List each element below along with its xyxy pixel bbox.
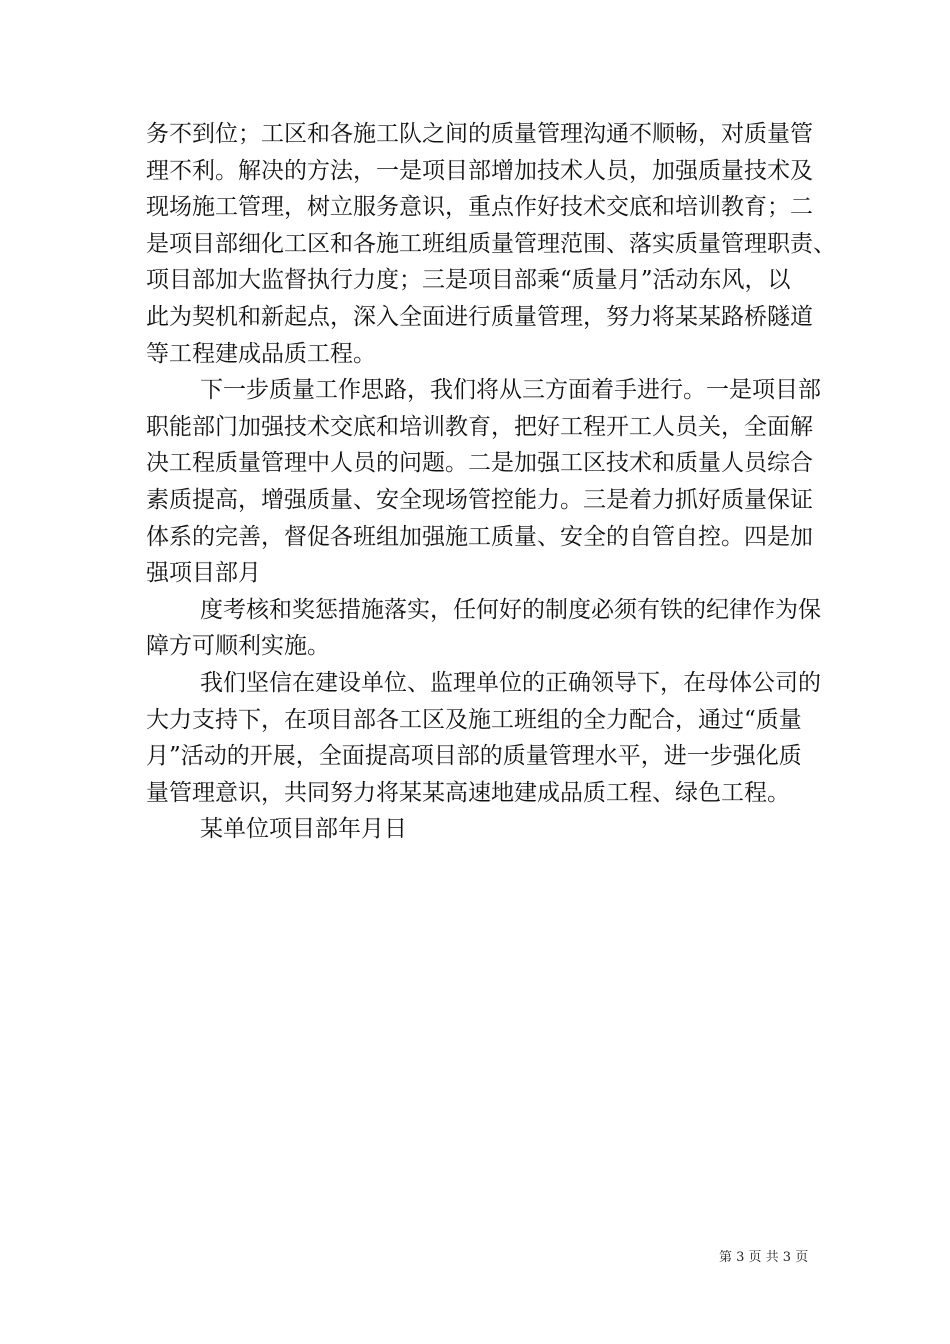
text-line: 体系的完善，督促各班组加强施工质量、安全的自管自控。四是加 <box>146 523 813 550</box>
text-line: 是项目部细化工区和各施工班组质量管理范围、落实质量管理职责、 <box>146 230 836 257</box>
signature-paragraph <box>146 811 818 848</box>
text-line: 等工程建成品质工程。 <box>146 340 376 367</box>
text-line: 现场施工管理，树立服务意识，重点作好技术交底和培训教育；二 <box>146 194 813 221</box>
page-number: 第 3 页 共 3 页 <box>719 1250 809 1265</box>
text-line: 下一步质量工作思路，我们将从三方面着手进行。一是项目部 <box>200 377 821 404</box>
text-line: 月”活动的开展，全面提高项目部的质量管理水平，进一步强化质 <box>146 743 802 770</box>
paragraph <box>146 665 821 811</box>
text-line: 量管理意识，共同努力将某某高速地建成品质工程、绿色工程。 <box>146 779 790 806</box>
text-line: 理不利。解决的方法，一是项目部增加技术人员，加强质量技术及 <box>146 157 813 184</box>
text-line: 度考核和奖惩措施落实，任何好的制度必须有铁的纪律作为保 <box>200 596 821 623</box>
text-line: 决工程质量管理中人员的问题。二是加强工区技术和质量人员综合 <box>146 450 813 477</box>
paragraph <box>146 116 836 372</box>
paragraph <box>146 592 821 665</box>
text-line: 大力支持下，在项目部各工区及施工班组的全力配合，通过“质量 <box>146 706 802 733</box>
text-line: 项目部加大监督执行力度；三是项目部乘“质量月”活动东风，以 <box>146 267 791 294</box>
text-line: 我们坚信在建设单位、监理单位的正确领导下，在母体公司的 <box>200 669 821 696</box>
signature-line: 某单位项目部年月日 <box>200 816 407 843</box>
text-line: 素质提高，增强质量、安全现场管控能力。三是着力抓好质量保证 <box>146 486 813 513</box>
text-line: 此为契机和新起点，深入全面进行质量管理，努力将某某路桥隧道 <box>146 303 813 330</box>
paragraph <box>146 372 821 592</box>
text-line: 职能部门加强技术交底和培训教育，把好工程开工人员关，全面解 <box>146 413 813 440</box>
text-line: 障方可顺利实施。 <box>146 633 330 660</box>
document-body <box>146 116 836 848</box>
text-line: 务不到位；工区和各施工队之间的质量管理沟通不顺畅，对质量管 <box>146 121 813 147</box>
text-line: 强项目部月 <box>146 560 261 587</box>
